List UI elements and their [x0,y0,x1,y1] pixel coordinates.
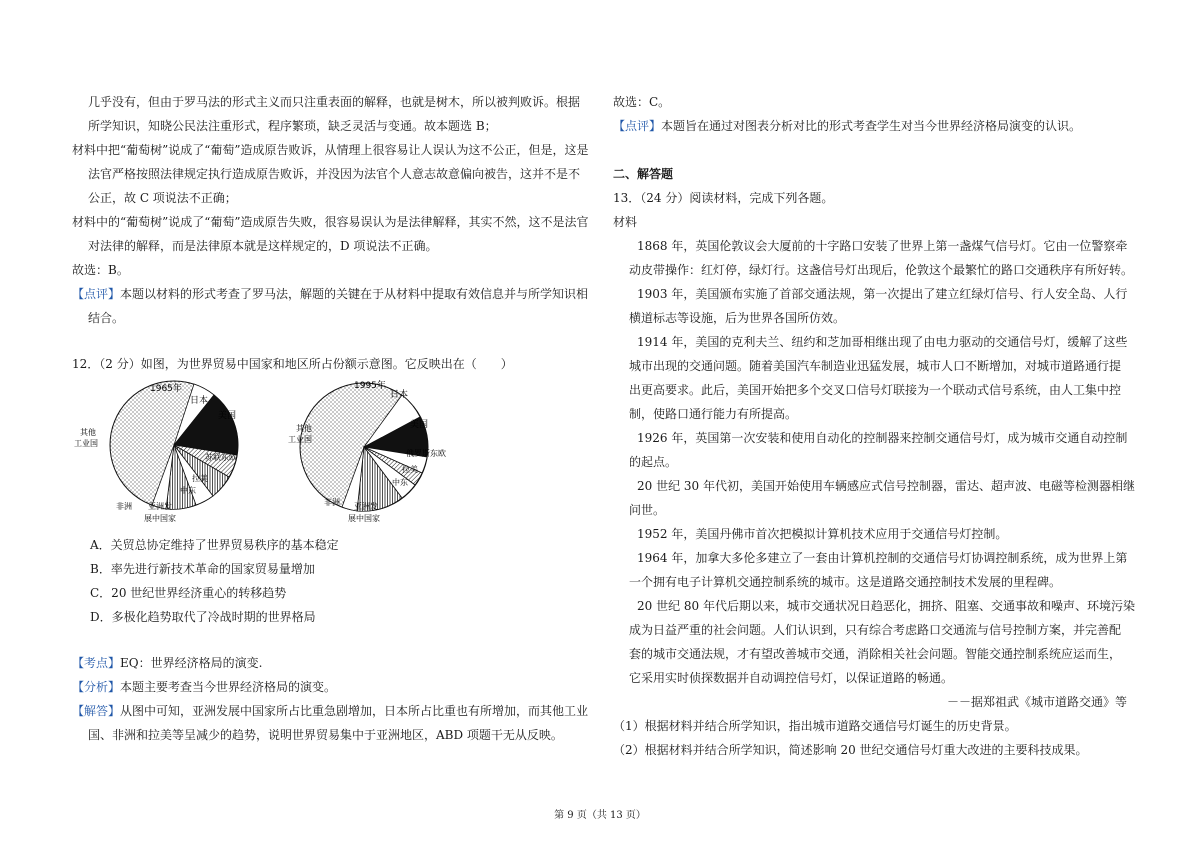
pie2-label-asia-1: 亚洲发 [354,502,378,511]
kaodian-text: EQ：世界经济格局的演变. [120,656,263,670]
pie1-label-japan: 日本 [190,396,209,406]
text-line: 公正，故 C 项说法不正确； [88,191,237,205]
text-line: 对法律的解释，而是法律原本就是这样规定的，D 项说法不正确。 [88,239,438,253]
option-a: A．关贸总协定维持了世界贸易秩序的基本稳定 [90,538,339,552]
kaodian-tag: 【考点】 [72,656,121,670]
fenxi-tag: 【分析】 [72,680,121,694]
pie1-label-latin: 拉美 [192,474,208,483]
text-line: 所学知识，知晓公民法注重形式，程序繁琐，缺乏灵活与变通。故本题选 B； [88,119,497,133]
jieda-text: 从图中可知，亚洲发展中国家所占比重急剧增加，日本所占比重也有所增加，而其他工业 [120,704,589,718]
comment-12-tag: 【点评】 [613,119,662,133]
text-line: 几乎没有，但由于罗马法的形式主义而只注重表面的解释，也就是树木，所以被判败诉。根据 [88,95,581,109]
pie1-label-asia-1: 亚洲发 [148,502,172,511]
comment-text: 本题以材料的形式考查了罗马法，解题的关键在于从材料中提取有效信息并与所学知识相 [120,287,589,301]
comment-line-2: 结合。 [88,311,125,325]
pie-1995 [288,379,446,523]
para-line: 1964 年，加拿大多伦多建立了一套由计算机控制的交通信号灯协调控制系统，成为世界上第 [637,551,1128,565]
para-line: 制，使路口通行能力有所提高。 [629,407,798,421]
para-line: 1914 年，美国的克利夫兰、纽约和芝加哥相继出现了由电力驱动的交通信号灯，缓解了这些 [637,335,1128,349]
pie2-label-africa: 非洲 [324,498,340,507]
section-heading: 二、解答题 [613,167,674,181]
fenxi-text: 本题主要考查当今世界经济格局的演变。 [120,680,337,694]
para-line: 一个拥有电子计算机交通控制系统的城市。这是道路交通控制技术发展的里程碑。 [629,575,1062,589]
para-line: 20 世纪 30 年代初，美国开始使用车辆感应式信号控制器，雷达、超声波、电磁等检测器相继 [637,479,1135,493]
comment-12-text: 本题旨在通过对图表分析对比的形式考查学生对当今世界经济格局演变的认识。 [661,119,1082,133]
para-line: 出更高要求。此后，美国开始把多个交叉口信号灯联接为一个联动式信号系统，由人工集中控 [629,383,1122,397]
pie1-label-asia-2: 展中国家 [144,514,176,523]
pie2-label-usa: 美国 [410,420,429,430]
text-line: 材料中的“葡萄树”说成了“葡萄”造成原告失败，很容易误认为是法律解释，其实不然，这不是法官 [72,215,589,229]
para-line: 动皮带操作：红灯停，绿灯行。这盏信号灯出现后，伦敦这个最繁忙的路口交通秩序有所好转。 [629,263,1134,277]
para-line: 套的城市交通法规，才有望改善城市交通，消除相关社会问题。智能交通控制系统应运而生， [629,647,1122,661]
pie-1965 [74,381,238,523]
pie2-label-ussr: 俄罗斯东欧 [406,449,446,458]
kaodian-line [72,656,262,670]
option-c: C．20 世纪世界经济重心的转移趋势 [90,586,287,600]
text-line: 故选：B。 [72,263,129,277]
para-line: 成为日益严重的社会问题。人们认识到，只有综合考虑路口交通流与信号控制方案，并完善配 [629,623,1122,637]
trade-share-figure [72,375,492,535]
fenxi-line [72,680,336,694]
jieda-tag: 【解答】 [72,704,121,718]
para-line: 20 世纪 80 年代后期以来，城市交通状况日趋恶化，拥挤、阻塞、交通事故和噪声、环境污染 [637,599,1135,613]
pie2-label-other-1: 其他 [296,424,312,433]
jieda-line-2: 国、非洲和拉美等呈减少的趋势，说明世界贸易集中于亚洲地区，ABD 项题干无从反映。 [88,728,563,742]
para-line: 它采用实时侦探数据并自动调控信号灯，以保证道路的畅通。 [629,671,954,685]
pie1-label-other-1: 其他 [80,428,96,437]
source-citation: －－据郑祖武《城市道路交通》等 [946,695,1127,709]
comment-line [72,287,588,301]
para-line: 城市出现的交通问题。随着美国汽车制造业迅猛发展，城市人口不断增加，对城市道路通行提 [629,359,1122,373]
pie1-label-other-2: 工业国 [74,439,98,448]
para-line: 1926 年，英国第一次安装和使用自动化的控制器来控制交通信号灯，成为城市交通自动控制 [637,431,1128,445]
para-line: 横道标志等设施，后为世界各国所仿效。 [629,311,846,325]
question-12-stem: 12．（2 分）如图，为世界贸易中国家和地区所占份额示意图。它反映出在（ ） [72,357,513,371]
option-d: D．多极化趋势取代了冷战时期的世界格局 [90,610,316,624]
pie2-year: 1995年 [354,381,386,391]
jieda-line [72,704,588,718]
pie2-label-other-2: 工业国 [288,435,312,444]
pie2-label-japan: 日本 [390,390,409,400]
pie1-year: 1965年 [150,384,182,394]
para-line: 问世。 [629,503,666,517]
pie1-label-africa: 非洲 [116,502,132,511]
text-line: 法官严格按照法律规定执行造成原告败诉，并没因为法官个人意志故意偏向被告，这并不是不 [88,167,581,181]
sub-question-2: （2）根据材料并结合所学知识，简述影响 20 世纪交通信号灯重大改进的主要科技成果。 [613,743,1088,757]
pie2-label-asia-2: 展中国家 [348,514,380,523]
comment-12-line [613,119,1081,133]
sub-question-1: （1）根据材料并结合所学知识，指出城市道路交通信号灯诞生的历史背景。 [613,719,1017,733]
para-line: 的起点。 [629,455,678,469]
text-line: 材料中把“葡萄树”说成了“葡萄”造成原告败诉，从情理上很容易让人误认为这不公正，但是，这是 [72,143,589,157]
para-line: 1903 年，美国颁布实施了首部交通法规，第一次提出了建立红绿灯信号、行人安全岛、人行 [637,287,1128,301]
pie2-label-latin: 拉美 [402,465,418,474]
para-line: 1952 年，美国丹佛市首次把模拟计算机技术应用于交通信号灯控制。 [637,527,1008,541]
pie2-label-mideast: 中东 [392,478,408,487]
para-line: 1868 年，英国伦敦议会大厦前的十字路口安装了世界上第一盏煤气信号灯。它由一位警察牵 [637,239,1128,253]
material-label: 材料 [613,215,638,229]
pie1-label-usa: 美国 [218,411,237,421]
comment-tag: 【点评】 [72,287,121,301]
pie1-label-mideast: 中东 [180,486,196,495]
page-footer: 第 9 页（共 13 页） [554,810,646,821]
answer-line: 故选：C。 [613,95,671,109]
pie1-label-ussr: 苏联东欧 [205,453,237,462]
question-13-stem: 13．（24 分）阅读材料，完成下列各题。 [613,191,834,205]
option-b: B．率先进行新技术革命的国家贸易量增加 [90,562,315,576]
